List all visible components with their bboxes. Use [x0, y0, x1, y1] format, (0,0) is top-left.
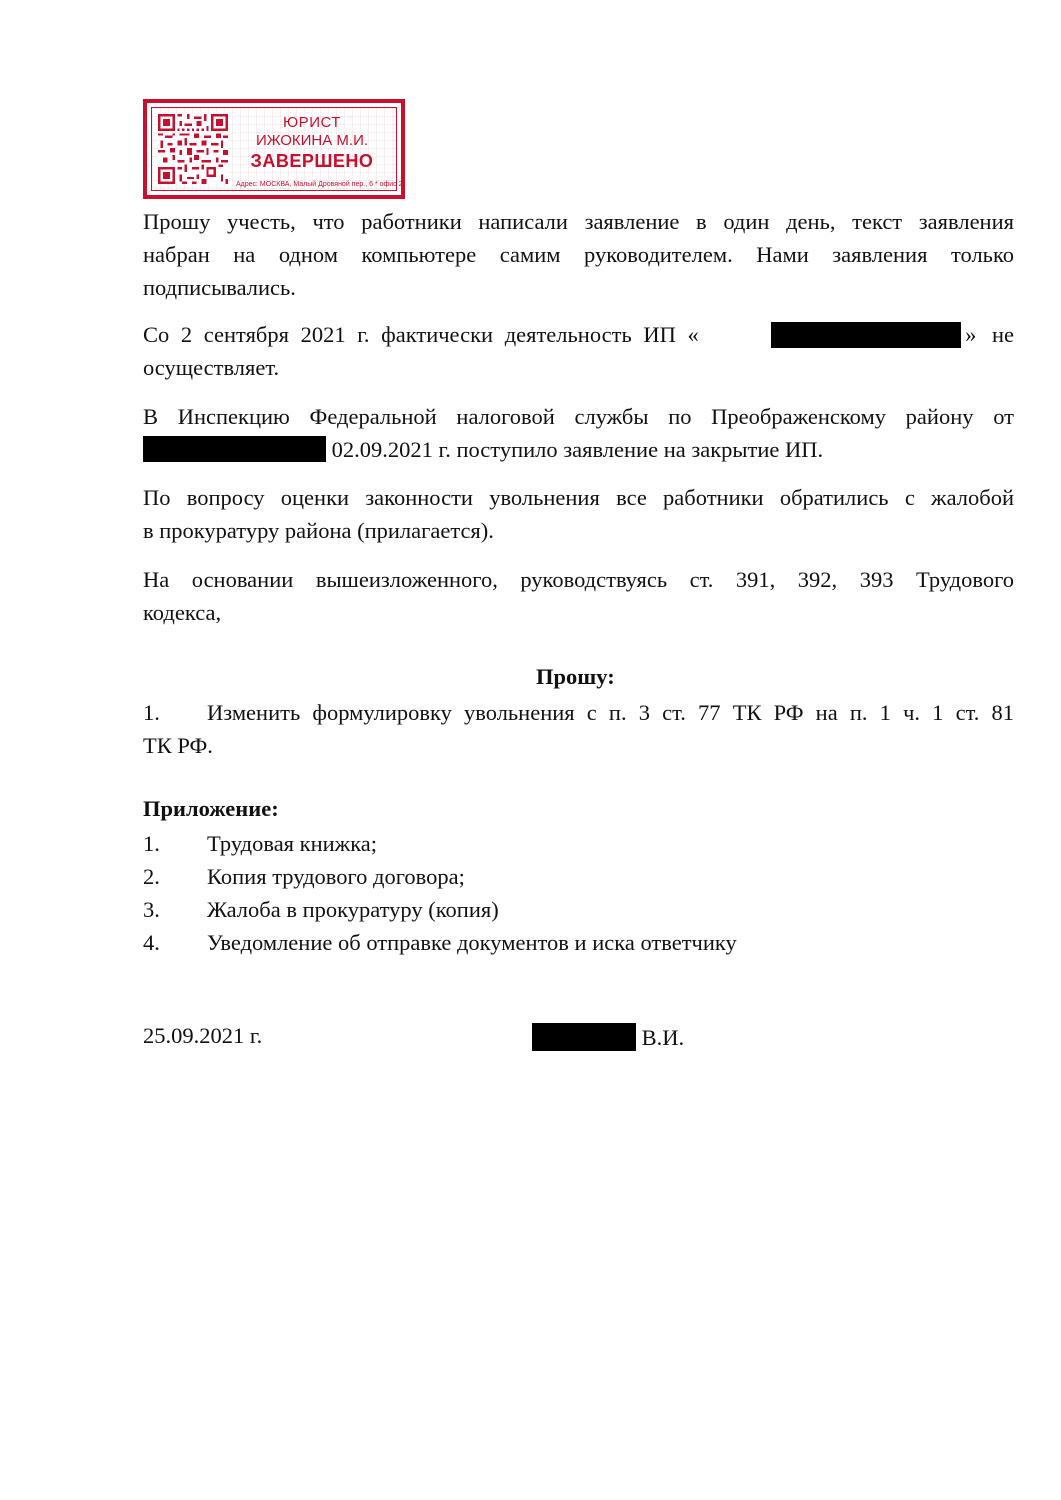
request-item-text: Изменить формулировку увольнения с п. 3 ст. 77 ТК РФ на п. 1 ч. 1 ст. 81 — [207, 700, 1014, 725]
lawyer-stamp — [143, 99, 405, 199]
attachment-number: 2. — [143, 864, 160, 889]
paragraph-tax-inspection — [143, 400, 1014, 466]
attachment-number: 1. — [143, 831, 160, 856]
redacted-surname — [532, 1023, 636, 1051]
signature-date: 25.09.2021 г. — [143, 1023, 263, 1048]
paragraph-line: На основании вышеизложенного, руководствуясь ст. 391, 392, 393 Трудового — [143, 567, 1014, 592]
stamp-inner-frame — [151, 107, 403, 191]
attachment-text: Трудовая книжка; — [207, 831, 378, 856]
paragraph-line: Прошу учесть, что работники написали заявление в один день, текст заявления — [143, 209, 1014, 234]
paragraph-line — [143, 433, 1014, 466]
paragraph-line: набран на одном компьютере самим руководителем. Нами заявления только — [143, 242, 1014, 267]
paragraph-legal-basis — [143, 563, 1014, 629]
redacted-owner-name — [143, 436, 326, 462]
redacted-business-name — [771, 322, 961, 348]
attachment-number: 4. — [143, 930, 160, 955]
paragraph-line: По вопросу оценки законности увольнения все работники обратились с жалобой — [143, 485, 1014, 510]
paragraph-text: » не — [965, 322, 1014, 347]
attachments-heading: Приложение: — [143, 796, 279, 821]
request-item-number: 1. — [143, 700, 160, 725]
attachment-text: Уведомление об отправке документов и иска ответчику — [207, 930, 737, 955]
signature-block — [532, 1023, 684, 1051]
qr-code-icon — [158, 114, 228, 184]
request-heading-text: Прошу: — [536, 664, 615, 689]
stamp-title-name: ИЖОКИНА М.И. — [255, 132, 369, 149]
signature-initials: В.И. — [641, 1025, 685, 1050]
attachment-text: Жалоба в прокуратуру (копия) — [207, 897, 499, 922]
paragraph-line: В Инспекцию Федеральной налоговой службы по Преображенскому району от — [143, 404, 1014, 429]
paragraph-text: 02.09.2021 г. поступило заявление на закрытие ИП. — [326, 437, 824, 462]
paragraph-submission-note — [143, 205, 1014, 304]
paragraph-line: в прокуратуру района (прилагается). — [143, 518, 494, 543]
attachment-text: Копия трудового договора; — [207, 864, 465, 889]
attachment-number: 3. — [143, 897, 160, 922]
request-item-text-continued: ТК РФ. — [143, 733, 213, 758]
paragraph-text: Со 2 сентября 2021 г. фактически деятельность ИП « — [143, 322, 699, 347]
stamp-title-profession: ЮРИСТ — [283, 114, 341, 131]
paragraph-line: подписывались. — [143, 275, 296, 300]
stamp-address: Адрес: МОСКВА, Малый Дровяной пер., 6 * офис 2 — [236, 181, 403, 188]
request-item — [143, 696, 1014, 762]
paragraph-prosecutor-complaint — [143, 481, 1014, 547]
paragraph-line — [143, 318, 1014, 351]
stamp-title-status: ЗАВЕРШЕНО — [250, 151, 374, 171]
paragraph-line: осуществляет. — [143, 355, 280, 380]
paragraph-business-status — [143, 318, 1014, 384]
paragraph-line: кодекса, — [143, 600, 222, 625]
